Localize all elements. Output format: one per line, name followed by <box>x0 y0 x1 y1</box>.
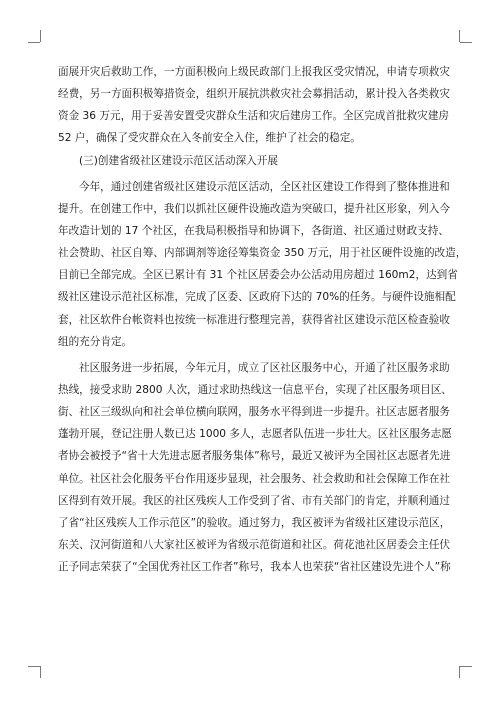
text-line: 正予同志荣获了“全国优秀社区工作者”称号，我本人也荣获“省社区建设先进个人”称 <box>58 561 451 574</box>
section-heading: (三)创建省级社区建设示范区活动深入开展 <box>79 154 278 167</box>
text-line: 蓬勃开展，登记注册人数已达 1000 多人，志愿者队伍进一步壮大。区社区服务志愿 <box>58 428 452 441</box>
text-line: 街、社区三级纵向和社会单位横向联网，服务水平得到进一步提升。社区志愿者服务 <box>58 406 450 419</box>
body-text <box>58 61 467 578</box>
text-line: 经费，另一方面积极筹措资金，组织开展抗洪救灾社会募捐活动，累计投入各类救灾 <box>58 88 450 101</box>
text-line: 年改造计划的 17 个社区，在我局积极指导和协调下，各街道、社区通过财政支持、 <box>58 224 449 237</box>
text-line: 单位。社区社会化服务平台作用逐步显现，社会服务、社会救助和社会保障工作在社 <box>58 472 450 485</box>
text-line: 提升。在创建工作中，我们以抓社区硬件设施改造为突破口，提升社区形象，列入今 <box>58 202 450 215</box>
text-line: 资金 36 万元，用于妥善安置受灾群众生活和灾后建房工作。全区完成首批救灾建房 <box>58 110 449 123</box>
text-line: 面展开灾后救助工作，一方面积极向上级民政部门上报我区受灾情况，申请专项救灾 <box>58 66 450 78</box>
text-line: 套，社区软件台帐资料也按统一标准进行整理完善，获得省社区建设示范区检查验收 <box>58 313 450 326</box>
text-line: 区得到有效开展。我区的社区残疾人工作受到了省、市有关部门的肯定，并顺利通过 <box>58 494 450 507</box>
text-line: 东关、汉河街道和八大家社区被评为省级示范街道和社区。荷花池社区居委会主任伏 <box>58 538 450 551</box>
text-line: 社区服务进一步拓展，今年元月，成立了区社区服务中心，开通了社区服务求助 <box>79 361 450 374</box>
text-line: 目前已全部完成。全区已累计有 31 个社区居委会办公活动用房超过 160m2，达到省 <box>58 269 458 282</box>
text-line: 级社区建设示范社区标准，完成了区委、区政府下达的 70%的任务。与硬件设施相配 <box>58 291 456 304</box>
text-line: 今年，通过创建省级社区建设示范区活动，全区社区建设工作得到了整体推进和 <box>79 180 450 193</box>
text-line: 组的充分肯定。 <box>58 335 133 348</box>
text-line: 者协会被授予“省十大先进志愿者服务集体”称号，最近又被评为全国社区志愿者先进 <box>58 450 451 463</box>
text-line: 社会赞助、社区自筹、内部调剂等途径筹集资金 350 万元，用于社区硬件设施的改造， <box>58 247 467 260</box>
text-line: 热线，接受求助 2800 人次，通过求助热线这一信息平台，实现了社区服务项目区、 <box>58 383 452 396</box>
text-line: 52 户，确保了受灾群众在入冬前安全入住，维护了社会的稳定。 <box>58 132 361 145</box>
text-line: 了省“社区残疾人工作示范区”的验收。通过努力，我区被评为省级社区建设示范区， <box>58 516 451 529</box>
